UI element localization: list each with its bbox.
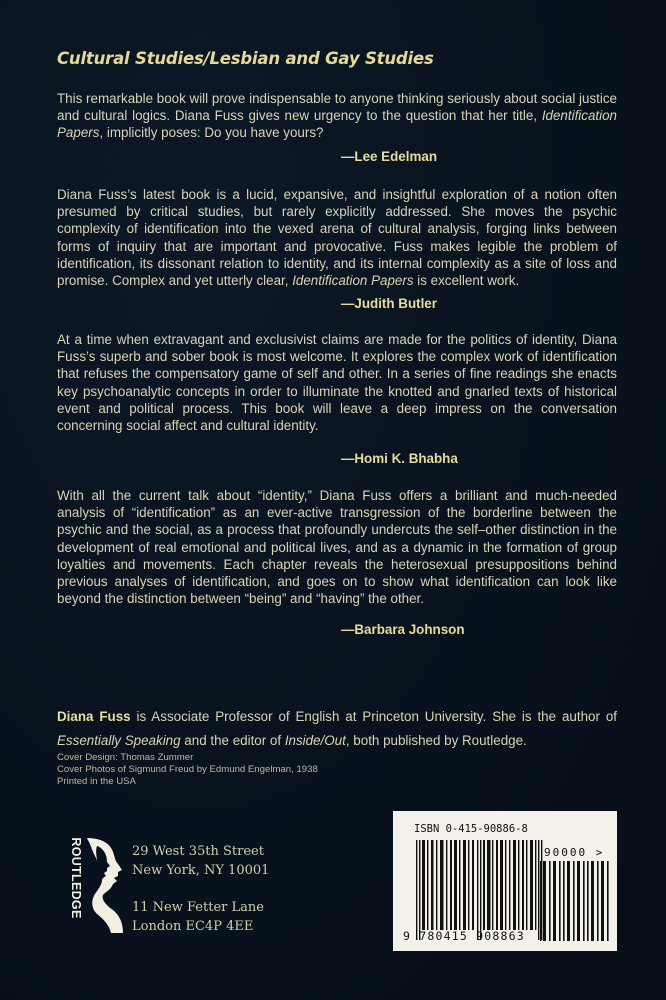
endorsement-quote: With all the current talk about “identity,” Diana Fuss offers a brilliant and much-needed analysis of “identification” as an ever-active transgression of the borderline between the psychic and the social, as a process that profoundly undercuts the self–other distinction in the development of real emotional and political lives, and as a dynamic in the formation of group loyalties and movements. Each chapter reveals the heterosexual presuppositions behind previous analyses of identification, and goes on to show what identification can look like beyond the distinction between “being” and “having” the other. bbox=[57, 488, 617, 607]
book-title: Essentially Speaking bbox=[57, 733, 181, 748]
book-title: Identification Papers bbox=[292, 273, 414, 289]
isbn-barcode bbox=[393, 811, 617, 951]
book-title: Inside/Out bbox=[284, 733, 346, 748]
endorsement-author: —Homi K. Bhabha bbox=[341, 451, 458, 466]
endorsement-quote: Diana Fuss’s latest book is a lucid, expansive, and insightful exploration of a notion often presumed by critical studies, but rarely explicitly addressed. She moves the psychic complexity of identification into the vexed arena of cultural analysis, forging links between forms of inquiry that are important and provocative. Fuss makes legible the problem of identification, its dissonant relation to identity, and its internal complexity as a site of loss and promise. Complex and yet utterly clear, Identification Papers is excellent work. bbox=[57, 187, 617, 289]
credit-line: Cover Photos of Sigmund Freud by Edmund Engelman, 1938 bbox=[57, 764, 318, 775]
endorsement-quote: This remarkable book will prove indispensable to anyone thinking seriously about social justice and cultural logics. Diana Fuss gives new urgency to the question that her title, Identification Papers, implicitly poses: Do you have yours? bbox=[57, 91, 617, 141]
author-name: Diana Fuss bbox=[57, 709, 131, 724]
author-bio: Diana Fuss is Associate Professor of English at Princeton University. She is the author of Essentially Speaking and the editor of Inside/Out, both published by Routledge. bbox=[57, 709, 617, 748]
endorsement-author: —Barbara Johnson bbox=[341, 622, 465, 637]
endorsement-author: —Lee Edelman bbox=[341, 149, 437, 164]
addon-barcode-bars bbox=[540, 861, 610, 941]
endorsement-author: —Judith Butler bbox=[341, 296, 437, 311]
ean-digits: 9 780415 908863 bbox=[403, 929, 525, 943]
publisher-logo-text: ROUTLEDGE bbox=[69, 837, 83, 919]
category-heading: Cultural Studies/Lesbian and Gay Studies bbox=[57, 49, 434, 68]
profile-silhouette-icon bbox=[85, 838, 127, 933]
isbn-number: ISBN 0-415-90886-8 bbox=[414, 823, 528, 835]
ean-barcode-bars bbox=[416, 840, 543, 940]
cover-credits bbox=[57, 752, 318, 788]
endorsement-quote: At a time when extravagant and exclusivist claims are made for the politics of identity, Diana Fuss’s superb and sober book is most welcome. It explores the complex work of identification that refuses the compensatory game of self and other. In a series of fine readings she enacts key psychoanalytic concepts in order to illuminate the knotted and gnarled texts of historical event and political process. This book will leave a deep impress on the conversation concerning social affect and cultural identity. bbox=[57, 332, 617, 434]
price-addon-digits: 90000 > bbox=[544, 846, 605, 859]
credit-line: Cover Design: Thomas Zummer bbox=[57, 752, 194, 763]
publisher-address-uk: 11 New Fetter Lane London EC4P 4EE bbox=[132, 900, 264, 934]
book-title: Identification Papers bbox=[57, 108, 617, 141]
credit-line: Printed in the USA bbox=[57, 776, 136, 787]
publisher-address-us: 29 West 35th Street New York, NY 10001 bbox=[132, 844, 270, 878]
